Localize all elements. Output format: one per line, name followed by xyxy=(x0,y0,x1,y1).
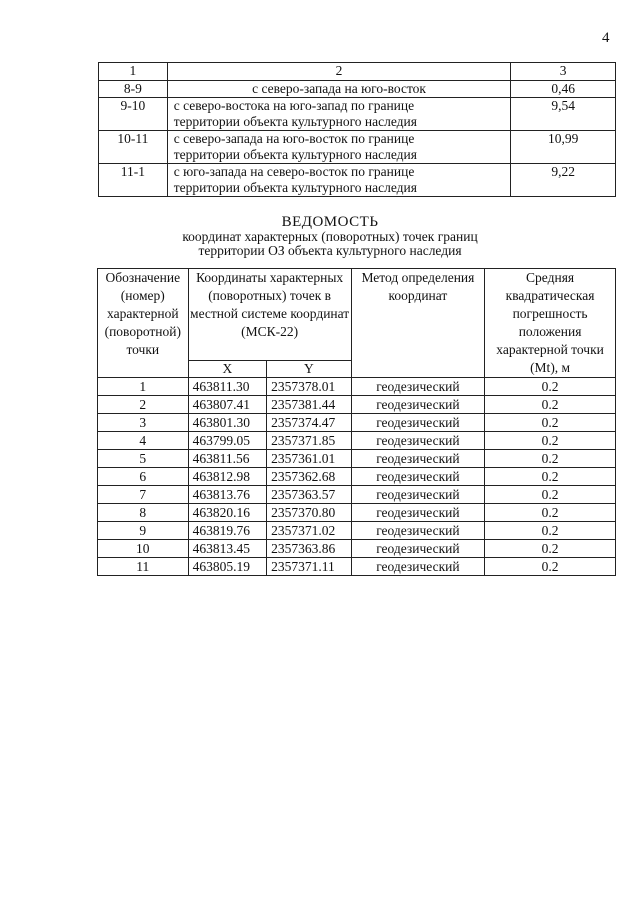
point-number-cell: 2 xyxy=(98,396,189,414)
segment-length: 0,46 xyxy=(511,81,616,98)
point-number-cell: 7 xyxy=(98,486,189,504)
method-cell: геодезический xyxy=(351,432,485,450)
x-coordinate-cell: 463813.45 xyxy=(188,540,267,558)
segment-row xyxy=(99,131,616,164)
statement-subtitle xyxy=(150,230,510,258)
header-error: Средняя квадратическая погрешность положения характерной точки (Mt), м xyxy=(485,269,616,378)
error-cell: 0.2 xyxy=(485,558,616,576)
error-cell: 0.2 xyxy=(485,450,616,468)
method-cell: геодезический xyxy=(351,522,485,540)
segments-header-col2: 2 xyxy=(167,63,511,81)
point-number-cell: 3 xyxy=(98,414,189,432)
y-coordinate-cell: 2357371.11 xyxy=(267,558,352,576)
error-cell: 0.2 xyxy=(485,414,616,432)
header-method: Метод определения координат xyxy=(351,269,485,378)
segment-direction xyxy=(167,164,511,197)
x-coordinate-cell: 463811.56 xyxy=(188,450,267,468)
method-cell: геодезический xyxy=(351,378,485,396)
y-coordinate-cell: 2357363.57 xyxy=(267,486,352,504)
x-coordinate-cell: 463820.16 xyxy=(188,504,267,522)
segment-direction-line2: территории объекта культурного наследия xyxy=(173,180,417,195)
segment-row xyxy=(99,164,616,197)
segment-direction-line2: территории объекта культурного наследия xyxy=(173,147,417,162)
segments-table xyxy=(98,62,616,197)
segment-length: 10,99 xyxy=(511,131,616,164)
x-coordinate-cell: 463819.76 xyxy=(188,522,267,540)
point-number-cell: 1 xyxy=(98,378,189,396)
error-cell: 0.2 xyxy=(485,522,616,540)
segment-direction-line1: с северо-запада на юго-восток по границе xyxy=(173,131,415,146)
y-coordinate-cell: 2357371.02 xyxy=(267,522,352,540)
method-cell: геодезический xyxy=(351,558,485,576)
error-cell: 0.2 xyxy=(485,396,616,414)
coordinate-row xyxy=(98,414,616,432)
segment-id: 11-1 xyxy=(99,164,168,197)
method-cell: геодезический xyxy=(351,540,485,558)
method-cell: геодезический xyxy=(351,450,485,468)
segment-id: 10-11 xyxy=(99,131,168,164)
method-cell: геодезический xyxy=(351,486,485,504)
segment-id: 8-9 xyxy=(99,81,168,98)
y-coordinate-cell: 2357381.44 xyxy=(267,396,352,414)
segment-length: 9,22 xyxy=(511,164,616,197)
x-coordinate-cell: 463801.30 xyxy=(188,414,267,432)
x-coordinate-cell: 463811.30 xyxy=(188,378,267,396)
header-coordinates: Координаты характерных (поворотных) точек в местной системе координат (МСК-22) xyxy=(188,269,351,361)
statement-subtitle-line2: территории ОЗ объекта культурного наследия xyxy=(198,243,462,258)
method-cell: геодезический xyxy=(351,504,485,522)
segment-row xyxy=(99,98,616,131)
error-cell: 0.2 xyxy=(485,540,616,558)
x-coordinate-cell: 463805.19 xyxy=(188,558,267,576)
error-cell: 0.2 xyxy=(485,504,616,522)
segments-header-col3: 3 xyxy=(511,63,616,81)
segments-header-col1: 1 xyxy=(99,63,168,81)
method-cell: геодезический xyxy=(351,414,485,432)
error-cell: 0.2 xyxy=(485,432,616,450)
coordinate-row xyxy=(98,558,616,576)
point-number-cell: 10 xyxy=(98,540,189,558)
y-coordinate-cell: 2357371.85 xyxy=(267,432,352,450)
coordinate-row xyxy=(98,504,616,522)
statement-subtitle-line1: координат характерных (поворотных) точек границ xyxy=(182,229,478,244)
y-coordinate-cell: 2357363.86 xyxy=(267,540,352,558)
segment-direction xyxy=(167,81,511,98)
error-cell: 0.2 xyxy=(485,486,616,504)
header-y: Y xyxy=(267,361,352,378)
point-number-cell: 8 xyxy=(98,504,189,522)
coordinates-table xyxy=(97,268,616,576)
coordinates-header-row xyxy=(98,269,616,361)
coordinates-body xyxy=(98,378,616,576)
coordinate-row xyxy=(98,468,616,486)
coordinate-row xyxy=(98,522,616,540)
point-number-cell: 5 xyxy=(98,450,189,468)
error-cell: 0.2 xyxy=(485,378,616,396)
segments-header-row xyxy=(99,63,616,81)
x-coordinate-cell: 463812.98 xyxy=(188,468,267,486)
error-cell: 0.2 xyxy=(485,468,616,486)
coordinate-row xyxy=(98,396,616,414)
y-coordinate-cell: 2357378.01 xyxy=(267,378,352,396)
y-coordinate-cell: 2357374.47 xyxy=(267,414,352,432)
coordinate-row xyxy=(98,378,616,396)
coordinate-row xyxy=(98,486,616,504)
segment-direction-line1: с северо-востока на юго-запад по границе xyxy=(173,98,415,113)
coordinate-row xyxy=(98,450,616,468)
page-number: 4 xyxy=(602,30,610,46)
coordinate-row xyxy=(98,540,616,558)
coordinate-row xyxy=(98,432,616,450)
x-coordinate-cell: 463799.05 xyxy=(188,432,267,450)
method-cell: геодезический xyxy=(351,396,485,414)
segment-direction-line2: территории объекта культурного наследия xyxy=(173,114,417,129)
segment-row xyxy=(99,81,616,98)
segment-direction xyxy=(167,131,511,164)
y-coordinate-cell: 2357370.80 xyxy=(267,504,352,522)
point-number-cell: 9 xyxy=(98,522,189,540)
y-coordinate-cell: 2357361.01 xyxy=(267,450,352,468)
y-coordinate-cell: 2357362.68 xyxy=(267,468,352,486)
header-x: X xyxy=(188,361,267,378)
x-coordinate-cell: 463813.76 xyxy=(188,486,267,504)
segment-direction-line1: с северо-запада на юго-восток xyxy=(252,81,426,96)
segment-direction xyxy=(167,98,511,131)
point-number-cell: 11 xyxy=(98,558,189,576)
method-cell: геодезический xyxy=(351,468,485,486)
point-number-cell: 6 xyxy=(98,468,189,486)
segment-length: 9,54 xyxy=(511,98,616,131)
segment-id: 9-10 xyxy=(99,98,168,131)
statement-title: ВЕДОМОСТЬ xyxy=(281,214,379,230)
point-number-cell: 4 xyxy=(98,432,189,450)
header-point-number: Обозначение (номер) характерной (поворотной) точки xyxy=(98,269,189,378)
segment-direction-line1: с юго-запада на северо-восток по границе xyxy=(173,164,415,179)
x-coordinate-cell: 463807.41 xyxy=(188,396,267,414)
